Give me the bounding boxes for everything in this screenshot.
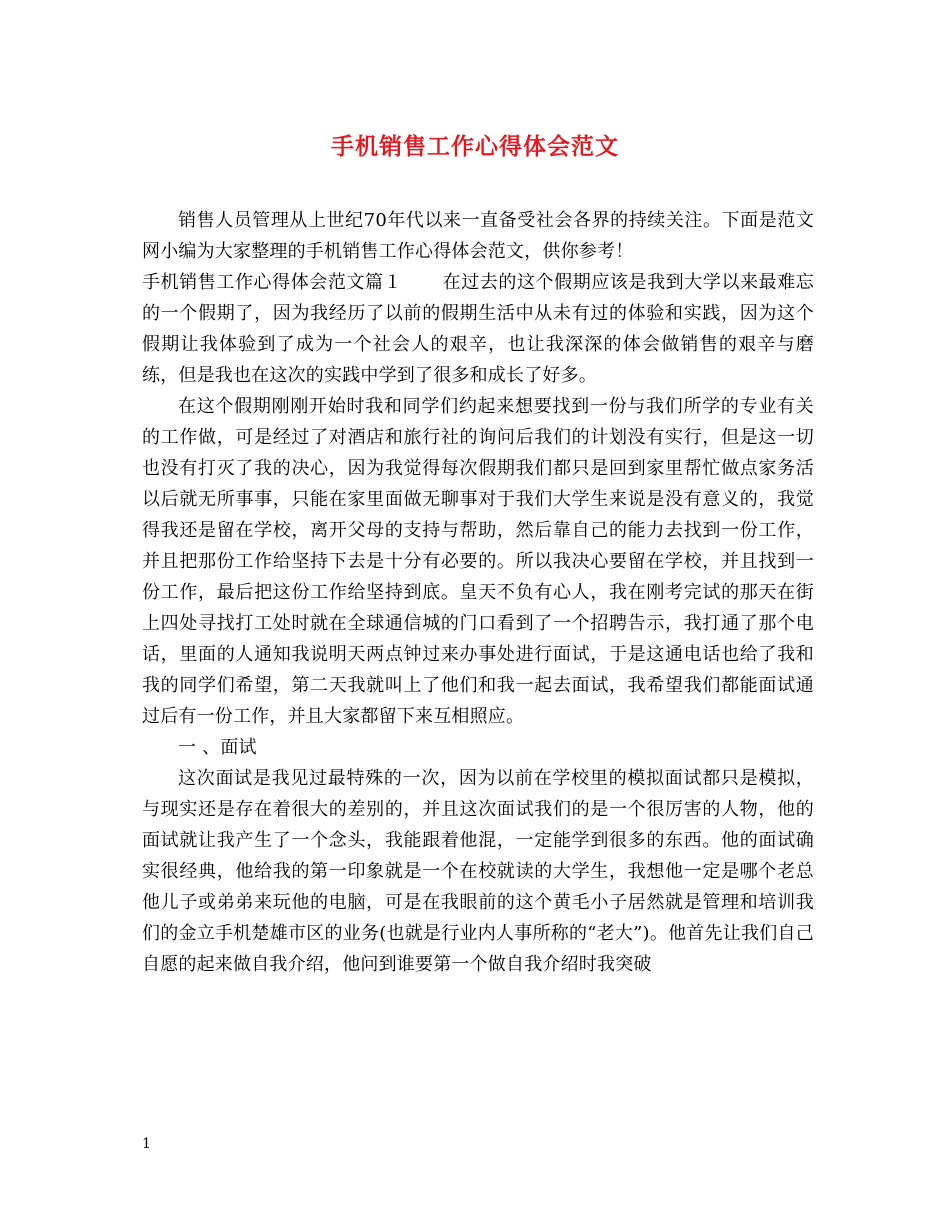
section-paragraph [142, 267, 814, 391]
section-label: 手机销售工作心得体会范文篇１ [142, 272, 403, 293]
section-heading-interview: 一 、面试 [178, 737, 257, 758]
intro-paragraph: 销售人员管理从上世纪70年代以来一直备受社会各界的持续关注。下面是范文网小编为大家整理的手机销售工作心得体会范文，供你参考！ [142, 210, 814, 262]
document-title: 手机销售工作心得体会范文 [331, 133, 619, 160]
body-paragraph-2: 在这个假期刚刚开始时我和同学们约起来想要找到一份与我们所学的专业有关的工作做，可是经过了对酒店和旅行社的询问后我们的计划没有实行，但是这一切也没有打灭了我的决心，因为我觉得每次假期我们都只是回到家里帮忙做点家务活以后就无所事事，只能在家里面做无聊事对于我们大学生来说是没有意义的，我觉得我还是留在学校，离开父母的支持与帮助，然后靠自己的能力去找到一份工作，并且把那份工作给坚持下去是十分有必要的。所以我决心要留在学校，并且找到一份工作，最后把这份工作给坚持到底。皇天不负有心人，我在刚考完试的那天在街上四处寻找打工处时就在全球通信城的门口看到了一个招聘告示，我打通了那个电话，里面的人通知我说明天两点钟过来办事处进行面试，于是这通电话也给了我和我的同学们希望，第二天我就叫上了他们和我一起去面试，我希望我们都能面试通过后有一份工作，并且大家都留下来互相照应。 [142, 396, 814, 727]
section-first-text: 在过去的这个假期应该是我到大学以来最难忘的一个假期了，因为我经历了以前的假期生活中从未有过的体验和实践，因为这个假期让我体验到了成为一个社会人的艰辛，也让我深深的体会做销售的艰辛与磨练，但是我也在这次的实践中学到了很多和成长了好多。 [142, 272, 814, 386]
page-number: 1 [142, 1136, 151, 1152]
body-paragraph-3: 这次面试是我见过最特殊的一次，因为以前在学校里的模拟面试都只是模拟，与现实还是存在着很大的差别的，并且这次面试我们的是一个很厉害的人物，他的面试就让我产生了一个念头，我能跟着他混，一定能学到很多的东西。他的面试确实很经典，他给我的第一印象就是一个在校就读的大学生，我想他一定是哪个老总他儿子或弟弟来玩他的电脑，可是在我眼前的这个黄毛小子居然就是管理和培训我们的金立手机楚雄市区的业务(也就是行业内人事所称的“老大”)。他首先让我们自己自愿的起来做自我介绍，他问到谁要第一个做自我介绍时我突破 [142, 768, 814, 975]
document-body [142, 205, 814, 980]
